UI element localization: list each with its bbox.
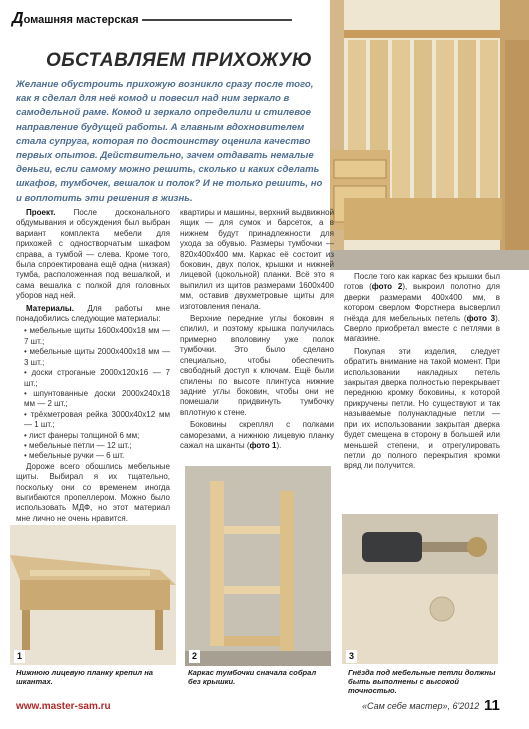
- paragraph-assembly: Боковины скреплял с полками саморезами, а нижнюю лицевую планку сажал на шканты (: [180, 420, 334, 450]
- paragraph-cabinet-size: квартиры и машины, верхний выдвижной ящик — для сумок и барсеток, а в нижнем будут принадлежности для ухода за обувью. Размеры тумбочки — 820х400х400 мм. Каркас её состоит из боковин, двух полок, крышки и нижней лицевой (цокольной) планки. Всё это я выпилил из щитов размерами 1600х400 мм, оставив двухметровые щиты для изготовления пенала.: [180, 208, 334, 311]
- list-item: • шпунтованные доски 2000х240х18 мм — 2 шт.;: [24, 389, 170, 410]
- paragraph-door: После того как каркас без крышки был готов (: [344, 272, 500, 292]
- section-tag-initial: Д: [12, 10, 24, 27]
- photo-ref-2: фото 2: [371, 282, 403, 292]
- paragraph-corners: Верхние передние углы боковин я спилил, и поэтому крышка получилась примерно вполовину уже полок тумбочки. Это было сделано специально, чтобы обеспечить свободный доступ к ключам. Ещё были спилены по высоте плинтуса нижние задние углы боковин, чтобы они не помешали придвинуть тумбочку вплотную к стене.: [180, 314, 334, 417]
- list-item: • мебельные ручки — 6 шт.: [24, 451, 170, 461]
- list-item: • мебельные щиты 1600х400х18 мм — 7 шт.;: [24, 326, 170, 347]
- text-column-3: [344, 272, 500, 474]
- heading-project: Проект.: [26, 208, 56, 217]
- photo-2-caption: Каркас тумбочки сначала собрал без крышки.: [188, 668, 317, 687]
- page-number: 11: [484, 697, 500, 714]
- footer-magazine-issue: «Сам себе мастер», 6'2012: [362, 701, 480, 711]
- paragraph-materials: Для работы мне понадобились следующие материалы:: [16, 303, 170, 324]
- photo-3-drilling: [342, 514, 498, 664]
- photo-ref-3: фото 3: [466, 313, 496, 323]
- list-item: • доски строганые 2000х120х16 — 7 шт.;: [24, 368, 170, 389]
- materials-list: [16, 326, 170, 461]
- paragraph-door-b: ), выкроил полотно для дверки размерами 400х400 мм, в котором сверлом Форстнера высверлил гнёзда для мебельных петель (: [344, 282, 500, 323]
- text-column-2: [180, 208, 334, 453]
- paragraph-panels: Дороже всего обошлись мебельные щиты. Выбирал я их тщательно, поскольку они со временем иногда выгибаются пропеллером. Можно было использовать МДФ, но этот материал мне лично не очень нравится.: [16, 461, 170, 523]
- list-item: • лист фанеры толщиной 6 мм;: [24, 431, 170, 441]
- photo-1-illustration: [10, 525, 176, 665]
- paragraph-door-c: ). Сверло приобретал вместе с петлями в магазине.: [344, 313, 500, 344]
- photo-ref-1: фото 1: [249, 440, 277, 450]
- heading-materials: Материалы.: [26, 303, 74, 313]
- photo-1-caption: Нижнюю лицевую планку крепил на шкантах.: [16, 668, 154, 687]
- list-item: • мебельные щиты 2000х400х18 мм — 3 шт.;: [24, 347, 170, 368]
- photo-2-frame: [185, 466, 331, 666]
- paragraph-hinges: Покупая эти изделия, следует обратить внимание на такой момент. При использовании накладных петель закрытая дверка полностью перекрывает переднюю кромку боковины, к которой прикручены петли. Но существуют и так называемые полунакладные петли — при их использовании закрытая дверка будет смещена в сторону в большей или меньшей степени, и отрегулировать петли до полного перекрытия кромки вряд ли получится.: [344, 346, 500, 471]
- photo-1-number: 1: [14, 650, 25, 663]
- photo-2-number: 2: [189, 650, 200, 663]
- section-tag-text: омашняя мастерская: [23, 14, 139, 26]
- photo-1-plank: [10, 525, 176, 665]
- article-lead: [16, 78, 328, 206]
- footer-website-link[interactable]: www.master-sam.ru: [16, 701, 111, 712]
- photo-3-illustration: [342, 514, 498, 664]
- paragraph-project: После досконального обдумывания и обсуждения был выбран вариант комплекта мебели для прихожей с одностворчатым шкафом справа, а тумбой — слева. Кроме того, была спроектирована ещё одна (низкая) тумба, расположенная под вешалкой, и сама вешалка с полкой для головных уборов над ней.: [16, 208, 170, 301]
- list-item: • трёхметровая рейка 3000х40х12 мм — 1 шт.;: [24, 410, 170, 431]
- section-tag: [12, 10, 292, 28]
- photo-3-number: 3: [346, 650, 357, 663]
- hero-photo-hallway-furniture: [330, 0, 529, 270]
- paragraph-assembly-end: ).: [276, 440, 282, 450]
- photo-2-illustration: [185, 466, 331, 666]
- hero-illustration: [330, 0, 529, 270]
- text-column-1: [16, 208, 170, 549]
- lead-paragraph: Желание обустроить прихожую возникло сразу после того, как я сделал для неё комод и повесил над ним зеркало в самодельной раме. Комод и зеркало определили и стилевое направление будущей работы. А главным вдохновителем стала супруга, которая по достоинству оценила качество первых опытов. Действительно, зачем отдавать немалые деньги, если самому можно решить, сколько и каких сделать шкафов, тумбочек, вешалок и полок? И не только решить, но и воплотить эти решения в жизнь.: [16, 79, 323, 204]
- section-tag-rule: [142, 19, 292, 21]
- photo-3-caption: Гнёзда под мебельные петли должны быть выполнены с высокой точностью.: [348, 668, 496, 696]
- list-item: • мебельные петли — 12 шт.;: [24, 441, 170, 451]
- article-title: ОБСТАВЛЯЕМ ПРИХОЖУЮ: [46, 50, 313, 71]
